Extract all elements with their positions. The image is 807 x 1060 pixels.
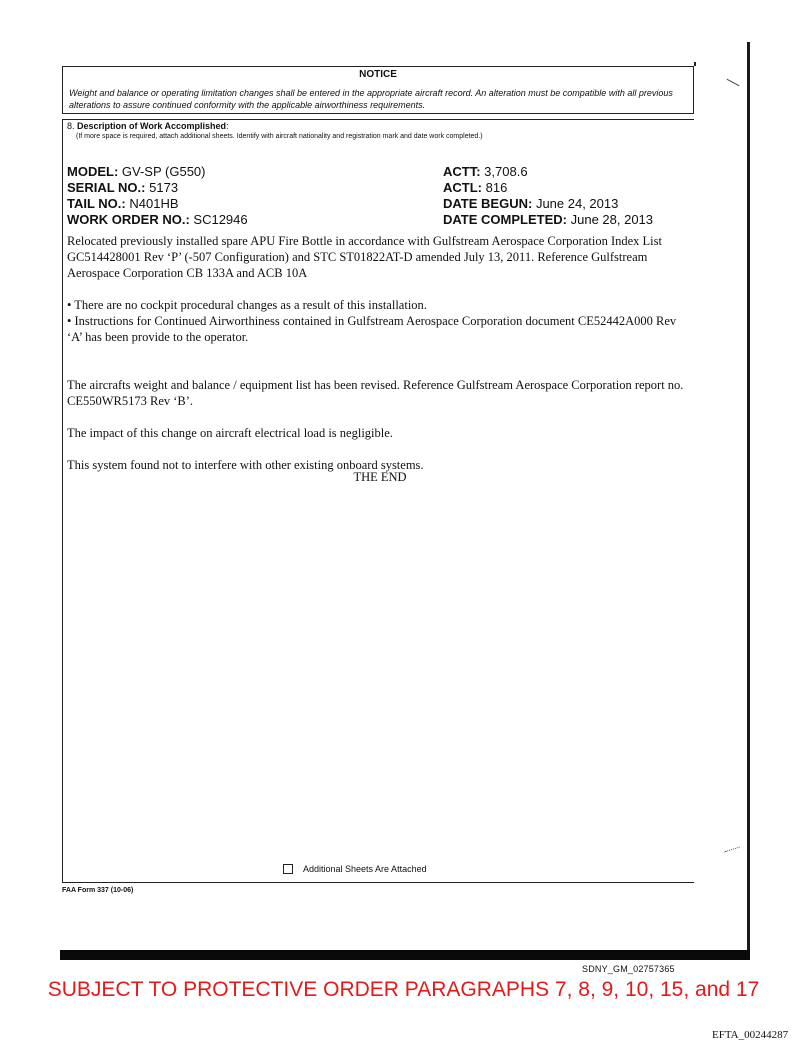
scan-mark	[727, 79, 740, 86]
additional-sheets-label: Additional Sheets Are Attached	[303, 864, 427, 874]
bates-number: SDNY_GM_02757365	[582, 964, 675, 974]
notice-title: NOTICE	[359, 69, 397, 80]
notice-box	[62, 66, 694, 114]
aircraft-fields-left	[67, 164, 248, 228]
serial-value: 5173	[149, 180, 179, 195]
work-order-label: WORK ORDER NO.:	[67, 212, 190, 227]
work-order-field	[67, 212, 248, 228]
scan-mark	[694, 62, 696, 66]
the-end-text: THE END	[353, 470, 407, 484]
actl-value: 816	[485, 180, 508, 195]
actl-field	[443, 180, 653, 196]
date-begun-field	[443, 196, 653, 212]
serial-label: SERIAL NO.:	[67, 180, 146, 195]
interference-paragraph: This system found not to interfere with other existing onboard systems.	[67, 458, 424, 472]
form-number: FAA Form 337 (10-06)	[62, 887, 134, 894]
bullet-item: • There are no cockpit procedural changes as a result of this installation.	[67, 298, 427, 312]
bullet-list	[67, 297, 687, 345]
date-begun-label: DATE BEGUN:	[443, 196, 533, 211]
model-label: MODEL:	[67, 164, 119, 179]
efta-number: EFTA_00244287	[712, 1029, 789, 1041]
aircraft-fields-right	[443, 164, 653, 228]
section-title: Description of Work Accomplished	[77, 121, 227, 131]
protective-order-notice: SUBJECT TO PROTECTIVE ORDER PARAGRAPHS 7, 8, 9, 10, 15, and 17	[47, 978, 760, 1001]
electrical-load-paragraph: The impact of this change on aircraft electrical load is negligible.	[67, 426, 393, 440]
actl-label: ACTL:	[443, 180, 482, 195]
section-hint: (If more space is required, attach additional sheets. Identify with aircraft nationality and registration mark and date work completed.)	[76, 133, 483, 140]
tail-label: TAIL NO.:	[67, 196, 126, 211]
footer-bar	[60, 950, 750, 960]
page-edge-line	[747, 42, 750, 960]
actt-field	[443, 164, 653, 180]
date-completed-value: June 28, 2013	[570, 212, 654, 227]
tail-value: N401HB	[129, 196, 179, 211]
additional-sheets-checkbox[interactable]	[283, 864, 293, 874]
section-colon: :	[226, 121, 229, 131]
date-completed-label: DATE COMPLETED:	[443, 212, 567, 227]
weight-balance-paragraph: The aircrafts weight and balance / equipment list has been revised. Reference Gulfstream Aerospace Corporation report no. CE550WR5173 Rev ‘B’.	[67, 378, 684, 408]
work-order-value: SC12946	[193, 212, 248, 227]
additional-sheets-row	[283, 864, 427, 874]
actt-label: ACTT:	[443, 164, 481, 179]
actt-value: 3,708.6	[484, 164, 528, 179]
scan-mark	[724, 847, 740, 853]
date-begun-value: June 24, 2013	[535, 196, 619, 211]
tail-field	[67, 196, 248, 212]
model-value: GV-SP (G550)	[121, 164, 206, 179]
notice-text: Weight and balance or operating limitation changes shall be entered in the appropriate aircraft record. An alteration must be compatible with all previous alterations to assure continued conformity with the applicable airworthiness requirements.	[69, 88, 673, 110]
date-completed-field	[443, 212, 653, 228]
work-paragraph: Relocated previously installed spare APU Fire Bottle in accordance with Gulfstream Aerospace Corporation Index List GC514428001 Rev ‘P’ (-507 Configuration) and STC ST01822AT-D amended July 13, 2011. Reference Gulfstream Aerospace Corporation CB 133A and ACB 10A	[67, 234, 662, 280]
bullet-item: • Instructions for Continued Airworthiness contained in Gulfstream Aerospace Corporation document CE52442A000 Rev ‘A’ has been provide to the operator.	[67, 314, 677, 344]
section-number: 8.	[67, 121, 75, 131]
model-field	[67, 164, 248, 180]
section-8-label	[67, 121, 229, 131]
serial-field	[67, 180, 248, 196]
